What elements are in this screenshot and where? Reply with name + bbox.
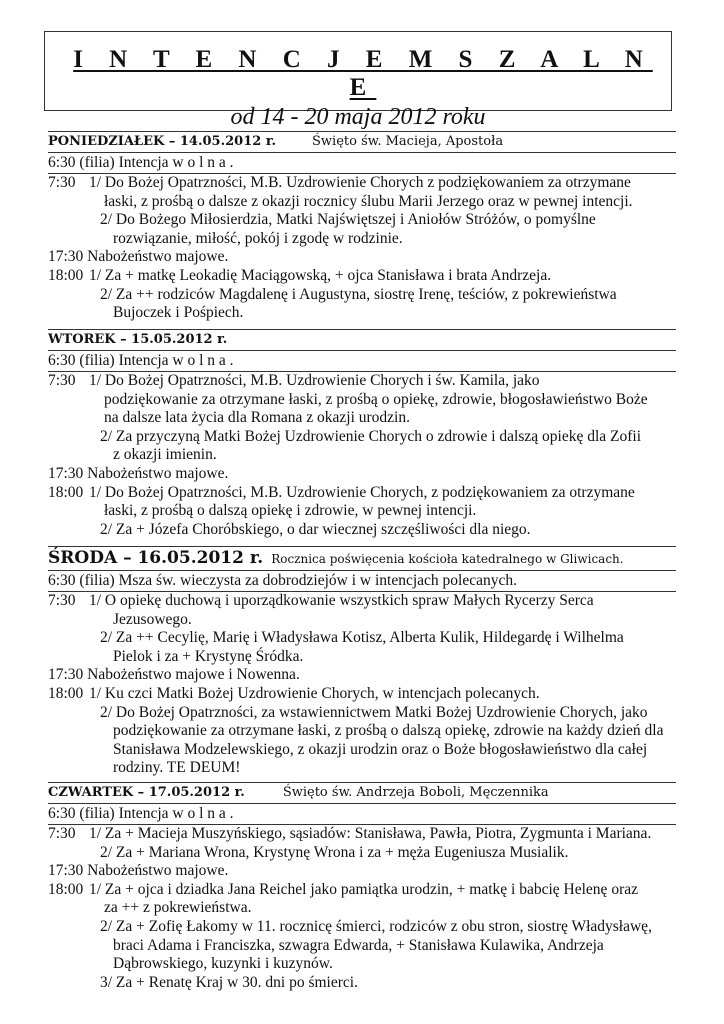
intention-line: łaski, z prośbą o dalszą opiekę i zdrowie, w pewnej intencji.: [104, 502, 477, 520]
day-header: [48, 546, 676, 571]
day-header: [48, 782, 676, 804]
intention-line: 2/ Za + Józefa Choróbskiego, o dar wiecznej szczęśliwości dla niego.: [100, 520, 531, 538]
intention-line: 2/ Za ++ Cecylię, Marię i Władysława Kotisz, Alberta Kulik, Hildegardę i Wilhelma: [100, 629, 624, 647]
intention-line: 18:00 1/ Ku czci Matki Bożej Uzdrowienie Chorych, w intencjach polecanych.: [48, 684, 540, 702]
intention-line: rozwiązanie, miłość, pokój i zgodę w rodzinie.: [113, 229, 403, 247]
feast-name: Rocznica poświęcenia kościoła katedralnego w Gliwicach.: [271, 552, 624, 566]
intention-line: braci Adama i Franciszka, szwagra Edwarda, + Stanisława Kulawika, Andrzeja: [113, 936, 604, 954]
day-tuesday: [48, 329, 676, 539]
intention-line: podziękowanie za otrzymane łaski, z prośbą o opiekę, zdrowie, błogosławieństwo Boże: [104, 390, 648, 408]
devotion-line: 17:30 Nabożeństwo majowe.: [48, 464, 229, 482]
title-box: [44, 31, 672, 130]
day-name: CZWARTEK – 17.05.2012 r.: [48, 785, 245, 800]
day-name: PONIEDZIAŁEK – 14.05.2012 r.: [48, 134, 277, 149]
day-name: WTOREK – 15.05.2012 r.: [48, 332, 228, 347]
devotion-line: 17:30 Nabożeństwo majowe.: [48, 862, 229, 880]
intention-line: z okazji imienin.: [113, 446, 217, 464]
intention-line: łaski, z prośbą o dalsze z okazji rocznicy ślubu Marii Jerzego oraz w pewnej intencji.: [104, 192, 633, 210]
intention-line: rodziny. TE DEUM!: [113, 759, 241, 777]
intention-line: 7:30 1/ O opiekę duchową i uporządkowanie wszystkich spraw Małych Rycerzy Serca: [48, 592, 594, 609]
feast-name: Święto św. Macieja, Apostoła: [312, 134, 504, 149]
mass-time: 18:00: [48, 483, 84, 501]
devotion-line: 17:30 Nabożeństwo majowe i Nowenna.: [48, 666, 300, 684]
mass-time: 7:30: [48, 372, 76, 389]
day-name: ŚRODA – 16.05.2012 r.: [48, 548, 264, 568]
day-thursday: [48, 782, 676, 992]
intention-line: 18:00 1/ Do Bożej Opatrzności, M.B. Uzdrowienie Chorych, z podziękowaniem za otrzymane: [48, 483, 635, 501]
devotion-line: 17:30 Nabożeństwo majowe.: [48, 248, 229, 266]
intention-line: 2/ Do Bożego Miłosierdzia, Matki Najświętszej i Aniołów Stróżów, o pomyślne: [100, 211, 596, 229]
mass-time: 18:00: [48, 684, 84, 702]
intention-line: Dąbrowskiego, kuzynki i kuzynów.: [113, 955, 333, 973]
intention-line: 7:30 1/ Za + Macieja Muszyńskiego, sąsiadów: Stanisława, Pawła, Piotra, Zygmunta i Mariana.: [48, 825, 652, 842]
filia-mass: 6:30 (filia) Msza św. wieczysta za dobrodziejów i w intencjach polecanych.: [48, 571, 676, 592]
intention-line: za ++ z pokrewieństwa.: [104, 899, 252, 917]
intention-line: 2/ Za + Mariana Wrona, Krystynę Wrona i za + męża Eugeniusza Musialik.: [100, 843, 569, 861]
mass-time: 7:30: [48, 174, 76, 191]
intention-line: 2/ Za ++ rodziców Magdalenę i Augustyna, siostrę Irenę, teściów, z pokrewieństwa: [100, 285, 617, 303]
intention-line: Jezusowego.: [113, 610, 192, 628]
intention-line: Bujoczek i Pośpiech.: [113, 304, 244, 322]
filia-mass: 6:30 (filia) Intencja w o l n a .: [48, 804, 676, 825]
intention-line: 7:30 1/ Do Bożej Opatrzności, M.B. Uzdrowienie Chorych i św. Kamila, jako: [48, 372, 540, 389]
intention-line: 18:00 1/ Za + ojca i dziadka Jana Reichel jako pamiątka urodzin, + matkę i babcię Helenę oraz: [48, 880, 638, 898]
intention-line: 2/ Za + Zofię Łakomy w 11. rocznicę śmierci, rodziców z obu stron, siostrę Władysławę,: [100, 917, 652, 935]
day-monday: [48, 131, 676, 323]
mass-time: 18:00: [48, 880, 84, 898]
mass-time: 7:30: [48, 592, 76, 609]
day-header: [48, 329, 676, 351]
intention-line: 7:30 1/ Do Bożej Opatrzności, M.B. Uzdrowienie Chorych z podziękowaniem za otrzymane: [48, 174, 631, 191]
day-header: [48, 131, 676, 153]
feast-name: Święto św. Andrzeja Boboli, Męczennika: [282, 785, 549, 800]
page-title: I N T E N C J E M S Z A L N E: [73, 46, 653, 101]
intention-line: 2/ Do Bożej Opatrzności, za wstawiennictwem Matki Bożej Uzdrowienie Chorych, jako: [100, 703, 648, 721]
mass-time: 7:30: [48, 825, 76, 842]
intention-line: Stanisława Modzelewskiego, z okazji urodzin oraz o Boże błogosławieństwo dla całej: [113, 740, 648, 758]
intention-line: 18:00 1/ Za + matkę Leokadię Maciągowską, + ojca Stanisława i brata Andrzeja.: [48, 266, 552, 284]
day-wednesday: [48, 546, 676, 778]
intention-line: 3/ Za + Renatę Kraj w 30. dni po śmierci.: [100, 973, 358, 991]
intention-line: na dalsze lata życia dla Romana z okazji urodzin.: [104, 409, 410, 427]
mass-time: 18:00: [48, 266, 84, 284]
page-subtitle: od 14 - 20 maja 2012 roku: [230, 104, 486, 130]
filia-mass: 6:30 (filia) Intencja w o l n a .: [48, 351, 676, 372]
intention-line: podziękowanie za otrzymane łaski, z prośbą o dalszą opiekę, zdrowie na każdy dzień dla: [113, 722, 664, 740]
intention-line: Pielok i za + Krystynę Śródka.: [113, 647, 304, 665]
filia-mass: 6:30 (filia) Intencja w o l n a .: [48, 153, 676, 174]
intention-line: 2/ Za przyczyną Matki Bożej Uzdrowienie Chorych o zdrowie i dalszą opiekę dla Zofii: [100, 427, 642, 445]
